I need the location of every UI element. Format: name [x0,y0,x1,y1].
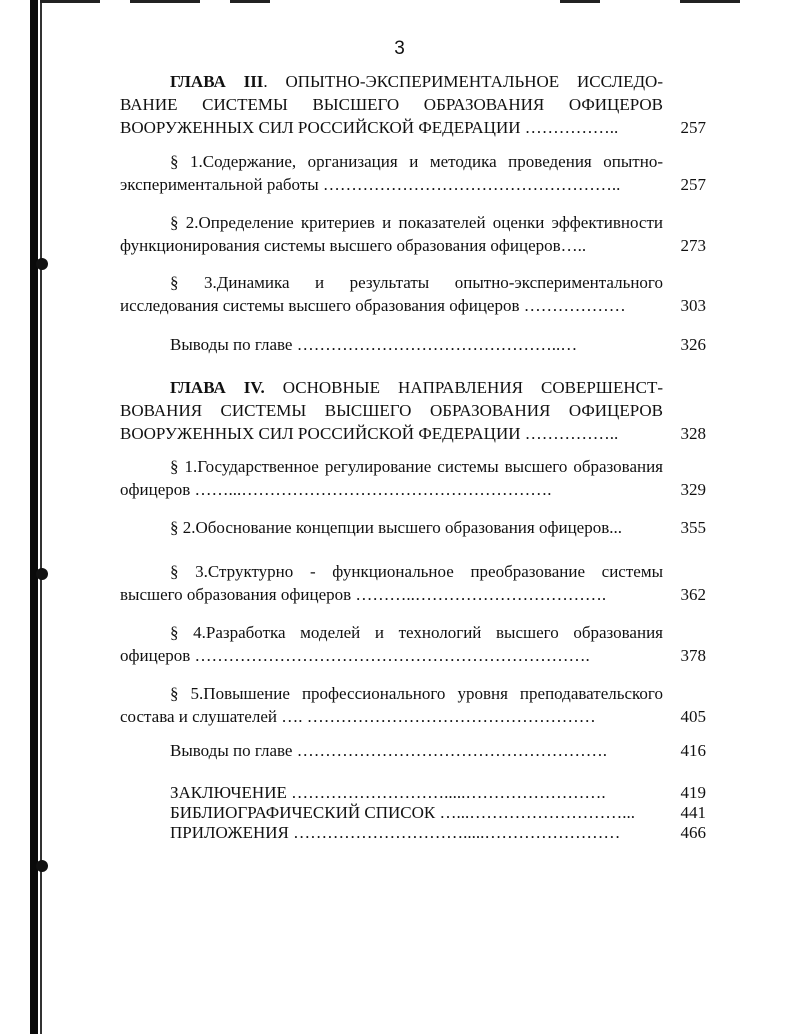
toc-entry-text: § 1.Содержание, организация и методика проведения опытно-экспериментальной работы …………………………………………….. [120,152,663,194]
toc-entry-text: § 1.Государственное регулирование системы высшего образования офицеров ……...………………………………………………. [120,457,663,499]
toc-page-number: 441 [680,803,706,822]
toc-page-number: 362 [680,585,706,604]
chapter-title: . ОПЫТНО-ЭКСПЕРИМЕНТАЛЬНОЕ ИССЛЕДО-ВАНИЕ СИСТЕМЫ ВЫСШЕГО ОБРАЗОВАНИЯ ОФИЦЕРОВ ВООРУЖЕННЫХ СИЛ РОССИЙСКОЙ ФЕДЕРАЦИИ …………….. [120,72,663,137]
toc-page-number: 303 [680,296,706,315]
toc-chapter-3-conclusions [120,333,706,356]
toc-entry-text: § 4.Разработка моделей и технологий высшего образования офицеров ……………………………………………………………. [120,623,663,665]
toc-entry-text [120,376,663,445]
toc-entry-text: § 3.Динамика и результаты опытно-экспериментального исследования системы высшего образования офицеров ……………… [120,273,663,315]
toc-page-number: 257 [680,118,706,137]
toc-entry-text: ЗАКЛЮЧЕНИЕ ……………………….....……………………. [170,783,606,802]
toc-section-4-3 [120,560,706,606]
binding-hole [36,860,48,872]
scan-top-mark [680,0,740,3]
toc-entry-text: § 2.Обоснование концепции высшего образования офицеров... [170,518,622,537]
toc-entry-text [120,70,663,139]
toc-entry-text: Выводы по главе ………………………………………..… [170,335,578,354]
toc-page-number: 466 [680,823,706,842]
toc-section-4-4 [120,621,706,667]
toc-section-4-5 [120,682,706,728]
binding-hole [36,568,48,580]
scan-top-mark [560,0,600,3]
scan-binding-edge [30,0,38,1034]
toc-section-4-1 [120,455,706,501]
toc-page-number: 405 [680,707,706,726]
toc-page-number: 257 [680,175,706,194]
toc-page-number: 378 [680,646,706,665]
chapter-title: ОСНОВНЫЕ НАПРАВЛЕНИЯ СОВЕРШЕНСТ-ВОВАНИЯ СИСТЕМЫ ВЫСШЕГО ОБРАЗОВАНИЯ ОФИЦЕРОВ ВООРУЖЕННЫХ СИЛ РОССИЙСКОЙ ФЕДЕРАЦИИ …………….. [120,378,663,443]
toc-page-number: 416 [680,741,706,760]
toc-section-4-2 [120,516,706,539]
toc-entry-text: Выводы по главе ………………………………………………. [170,741,607,760]
toc-page-number: 326 [680,335,706,354]
toc-page-number: 273 [680,236,706,255]
toc-section-3-3 [120,271,706,317]
toc-entry-text: § 2.Определение критериев и показателей оценки эффективности функционирования системы высшего образования офицеров….. [120,213,663,255]
toc-page-number: 329 [680,480,706,499]
chapter-label: ГЛАВА IV. [170,378,265,397]
toc-appendices [120,821,706,844]
toc-page-number: 419 [680,783,706,802]
toc-entry-text: § 5.Повышение профессионального уровня преподавательского состава и слушателей …. …………………………………………… [120,684,663,726]
toc-page-number: 328 [680,424,706,443]
toc-page-number: 355 [680,518,706,537]
scan-binding-line [40,0,42,1034]
toc-chapter-3 [120,70,706,139]
scan-top-mark [130,0,200,3]
page-number: 3 [394,38,405,59]
toc-entry-text: § 3.Структурно - функциональное преобразование системы высшего образования офицеров ………..……………………………. [120,562,663,604]
binding-hole [36,258,48,270]
chapter-label: ГЛАВА III [170,72,264,91]
toc-section-3-1 [120,150,706,196]
toc-entry-text: БИБЛИОГРАФИЧЕСКИЙ СПИСОК …...………………………... [170,803,635,822]
scan-top-mark [40,0,100,3]
toc-chapter-4-conclusions [120,739,706,762]
toc-entry-text: ПРИЛОЖЕНИЯ ………………………….....…………………… [170,823,621,842]
toc-section-3-2 [120,211,706,257]
toc-chapter-4 [120,376,706,445]
scan-top-mark [230,0,270,3]
